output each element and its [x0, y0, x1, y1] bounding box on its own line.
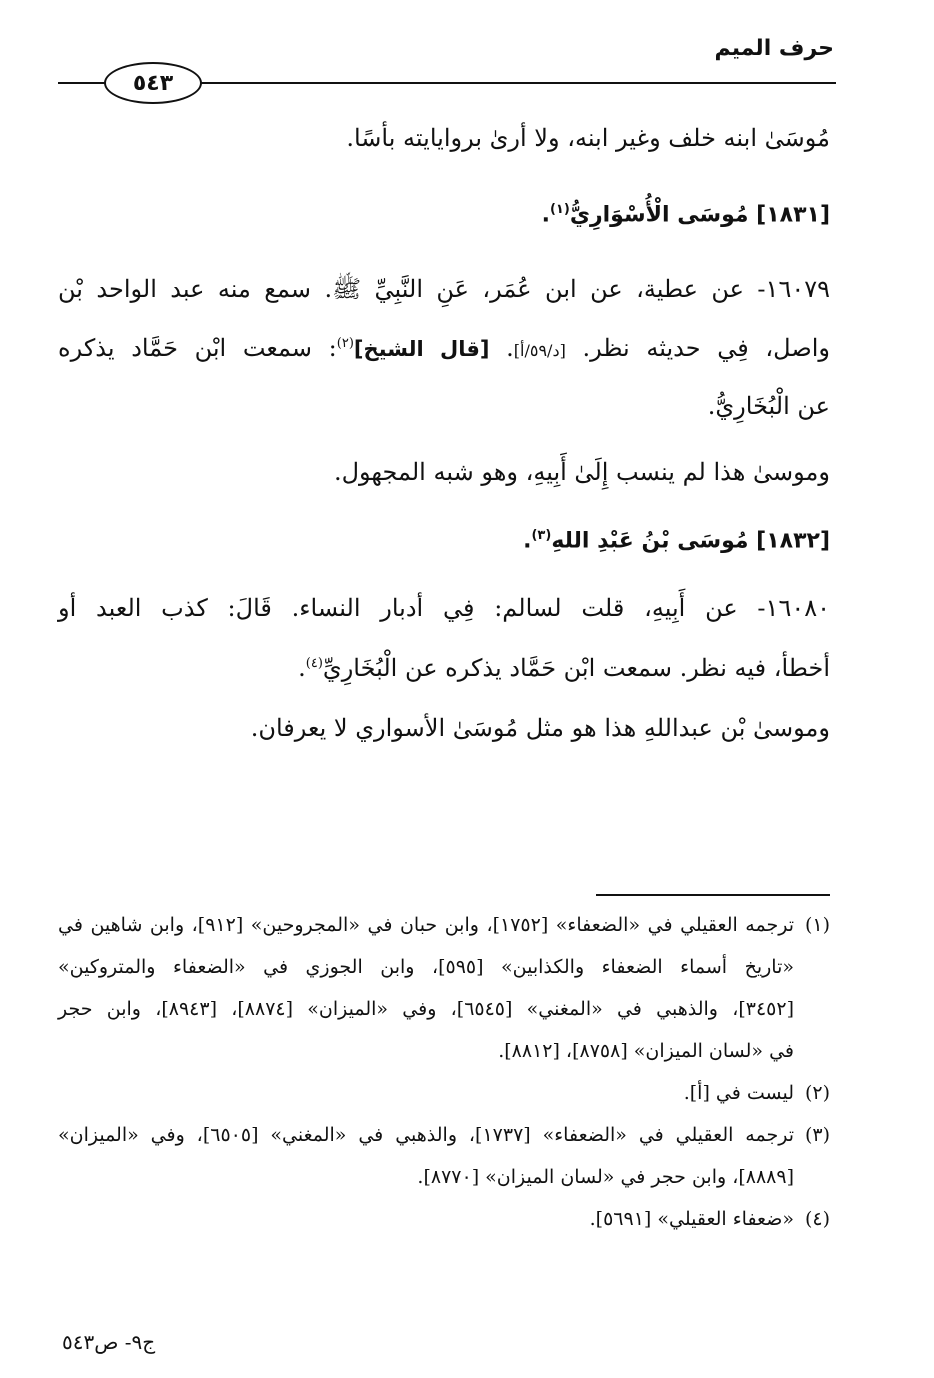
- entry-heading-1831: [542, 202, 830, 227]
- footnote-1-line: ترجمه العقيلي في «الضعفاء» [١٧٥٢]، وابن حبان في «المجروحين» [٩١٢]، وابن شاهين في: [58, 914, 794, 936]
- text-segment: .: [298, 654, 306, 682]
- sheikh-label: [قال الشيخ]: [353, 337, 490, 361]
- page-number: ٥٤٣: [104, 62, 202, 104]
- text-segment: أخطأ، فيه نظر. سمعت ابْن حَمَّاد يذكره عن الْبُخَارِيِّ: [322, 654, 830, 682]
- footnote-number: (٢): [804, 1082, 830, 1104]
- hadith-16079-line-2: [58, 334, 830, 362]
- footnote-marker: (٤): [305, 656, 323, 671]
- footnote-3-line: ترجمه العقيلي في «الضعفاء» [١٧٣٧]، والذهبي في «المغني» [٦٥٠٥]، وفي «الميزان»: [58, 1124, 794, 1146]
- manuscript-ref: [د/٥٩/أ]: [513, 341, 566, 360]
- text-line: وموسىٰ بْن عبداللهِ هذا هو مثل مُوسَىٰ الأسواري لا يعرفان.: [250, 714, 830, 742]
- entry-end: .: [541, 202, 550, 228]
- entry-label: [١٨٣١] مُوسَى الْأُسْوَارِيُّ: [569, 202, 830, 228]
- footnote-number: (٤): [804, 1208, 830, 1230]
- entry-heading-1832: [523, 528, 830, 553]
- volume-page-reference: ج٩- ص٥٤٣: [62, 1330, 156, 1354]
- text-segment: واصل، فِي حديثه نظر.: [582, 334, 830, 362]
- footnote-rule: [596, 894, 830, 896]
- footnote-1-line: في «لسان الميزان» [٨٧٥٨]، [٨٨١٢].: [498, 1040, 794, 1062]
- hadith-16079-line-1: ١٦٠٧٩- عن عطية، عن ابن عُمَر، عَنِ النَّبِيِّ ﷺ. سمع منه عبد الواحد بْن: [58, 275, 830, 303]
- text-segment: .: [506, 334, 514, 362]
- text-line: مُوسَىٰ ابنه خلف وغير ابنه، ولا أرىٰ بروايايته بأسًا.: [346, 124, 830, 152]
- entry-label: [١٨٣٢] مُوسَى بْنُ عَبْدِ اللهِ: [551, 528, 830, 554]
- footnote-marker: (٢): [336, 336, 354, 351]
- footnote-1-line: [٣٤٥٢]، والذهبي في «المغني» [٦٥٤٥]، وفي «الميزان» [٨٨٧٤]، [٨٩٤٣]، وابن حجر: [58, 998, 794, 1020]
- hadith-16079-line-3: عن الْبُخَارِيُّ.: [707, 392, 830, 420]
- footnote-number: (٣): [804, 1124, 830, 1146]
- hadith-16080-line-1: ١٦٠٨٠- عن أَبِيهِ، قلت لسالم: فِي أدبار النساء. قَالَ: كذب العبد أو: [58, 594, 830, 622]
- footnote-number: (١): [804, 914, 830, 936]
- text-segment: : سمعت ابْن حَمَّاد يذكره: [58, 334, 337, 362]
- entry-end: .: [523, 528, 532, 554]
- running-title: حرف الميم: [714, 36, 834, 61]
- footnote-2-line: ليست في [أ].: [683, 1082, 794, 1104]
- footnote-1-line: «تاريخ أسماء الضعفاء والكذابين» [٥٩٥]، وابن الجوزي في «الضعفاء والمتروكين»: [58, 956, 794, 978]
- footnote-marker: (٣): [531, 528, 552, 543]
- footnote-4-line: «ضعفاء العقيلي» [٥٦٩١].: [589, 1208, 794, 1230]
- hadith-16080-line-2: [298, 654, 830, 682]
- text-line: وموسىٰ هذا لم ينسب إِلَىٰ أَبِيهِ، وهو شبه المجهول.: [333, 458, 830, 486]
- footnote-marker: (١): [549, 202, 570, 217]
- footnote-3-line: [٨٨٨٩]، وابن حجر في «لسان الميزان» [٨٧٧٠].: [417, 1166, 794, 1188]
